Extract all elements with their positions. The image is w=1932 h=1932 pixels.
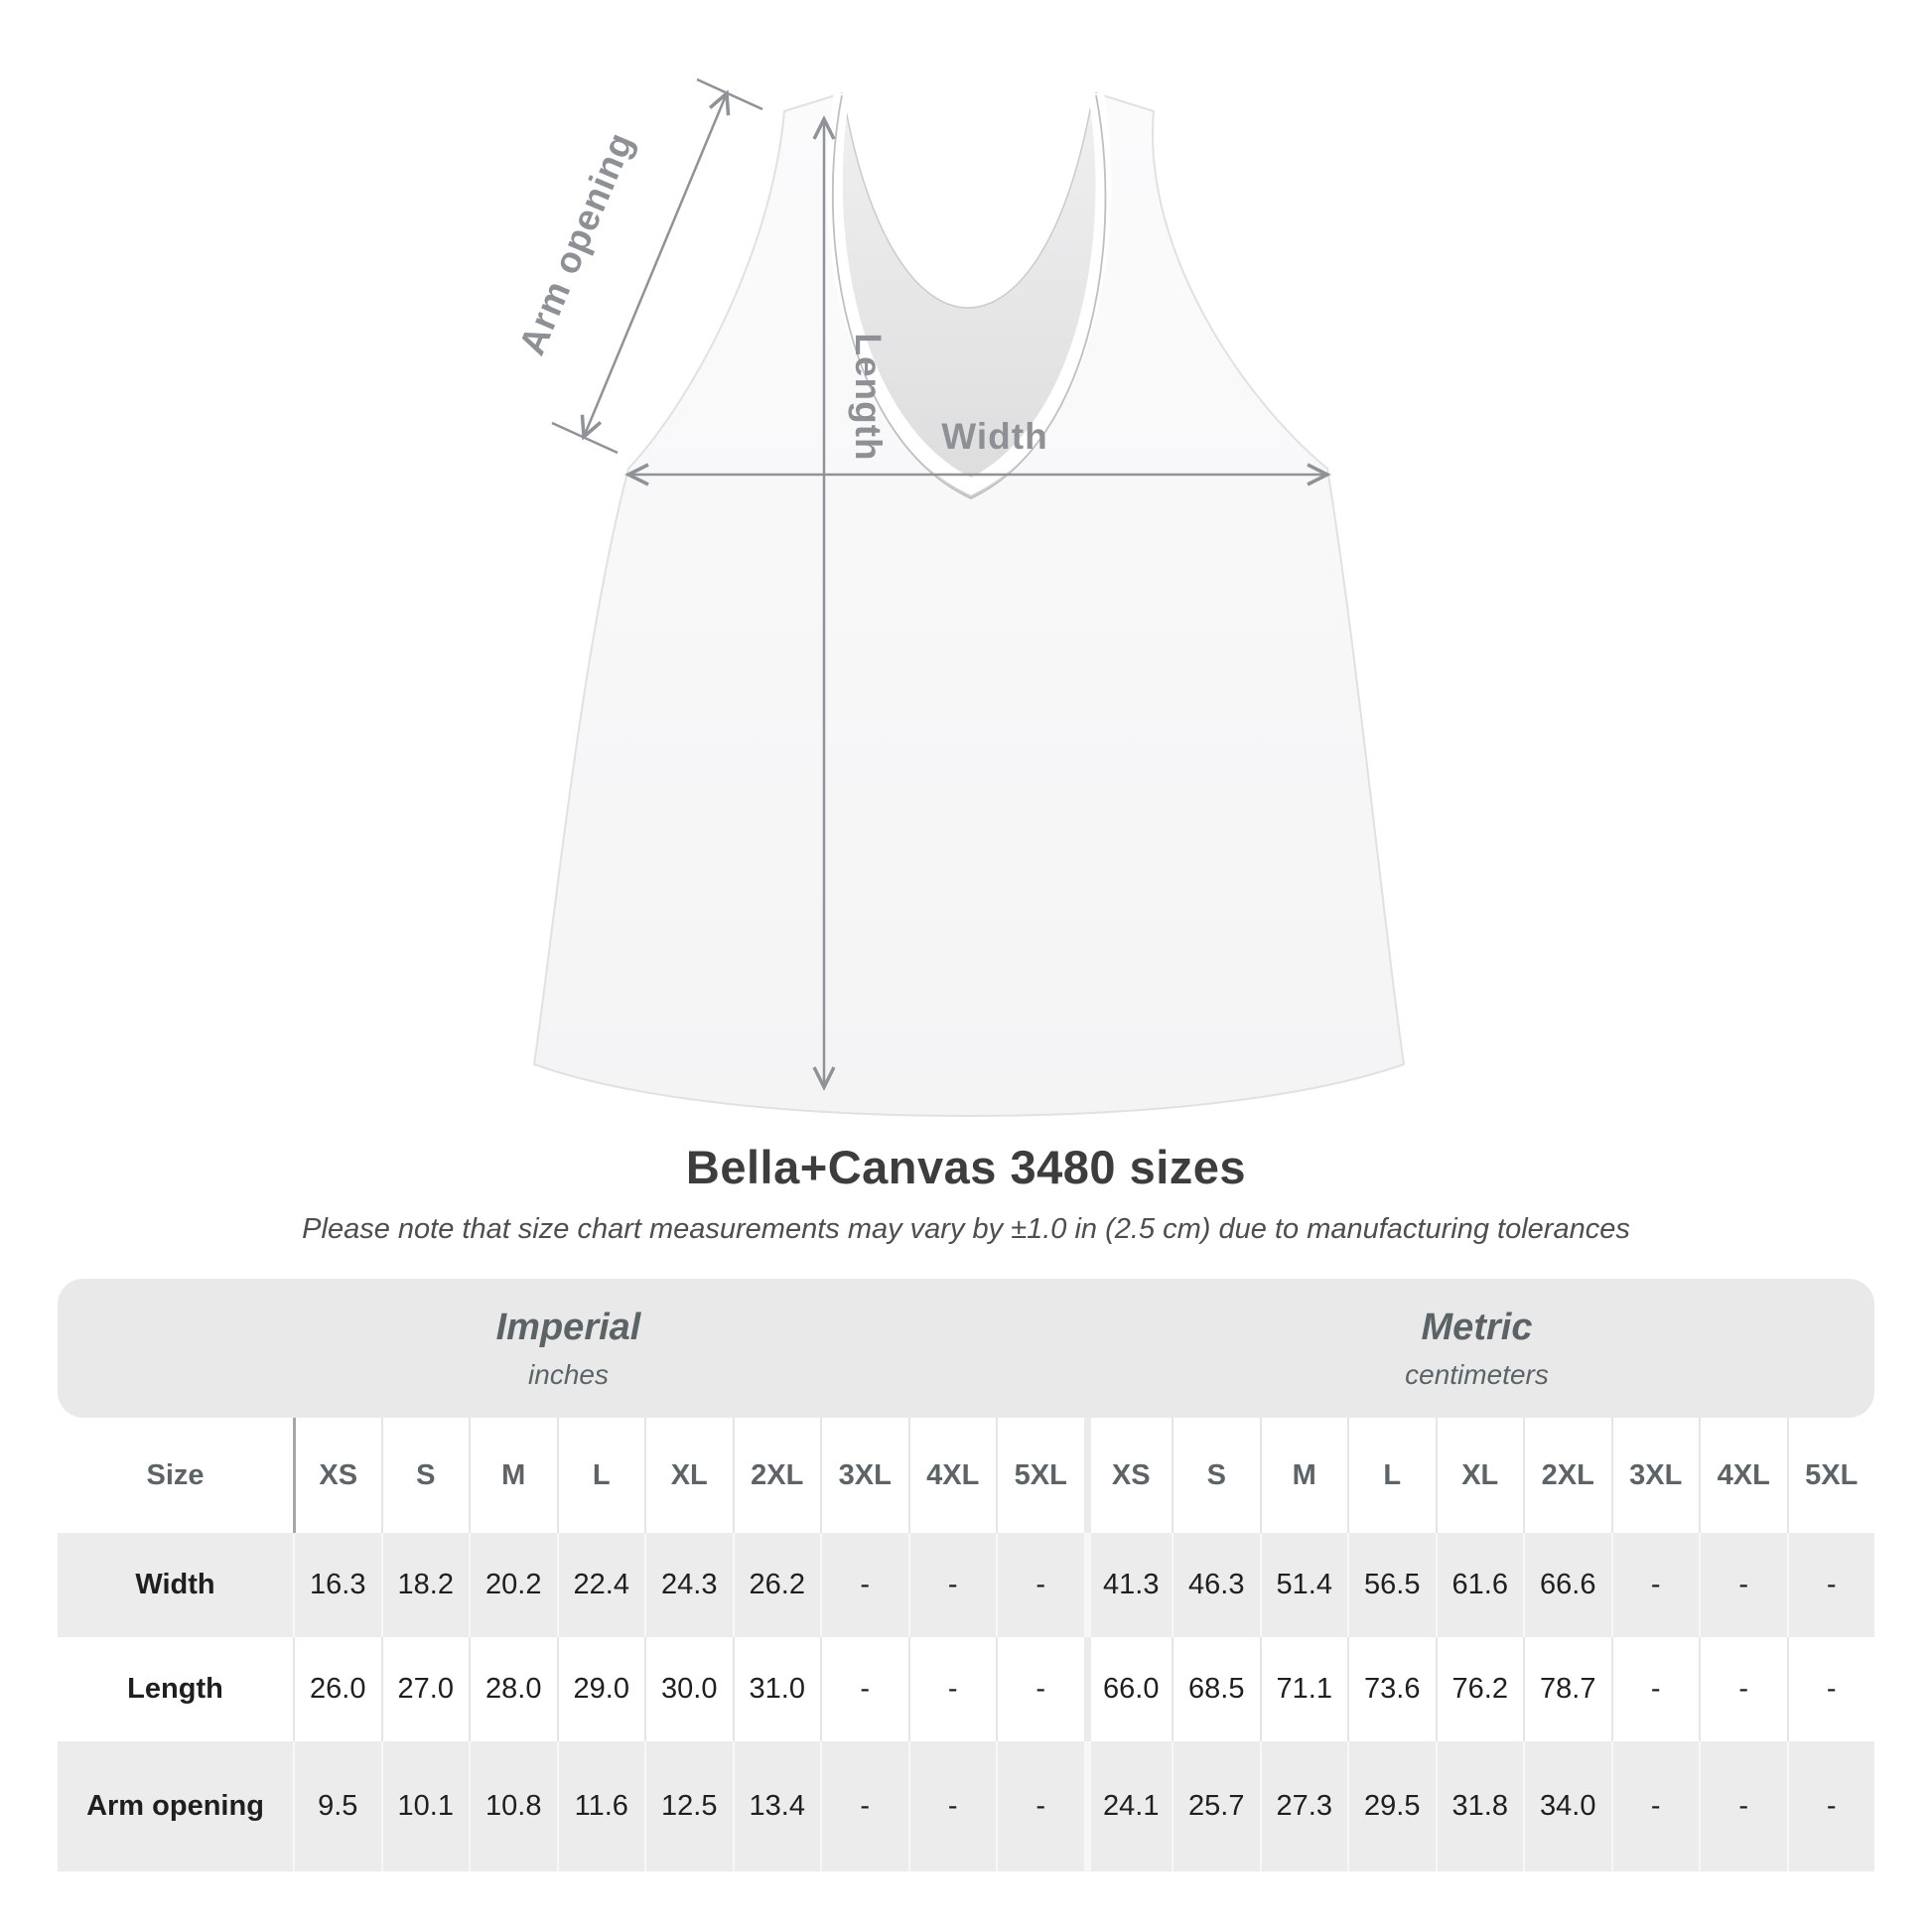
- table-row-length: [58, 1637, 1874, 1741]
- width-label: Width: [941, 416, 1048, 457]
- imperial-value-cell: 24.3: [644, 1533, 733, 1637]
- metric-value-cell: 61.6: [1436, 1533, 1524, 1637]
- imperial-label: Imperial: [495, 1306, 641, 1348]
- metric-value-cell: 76.2: [1436, 1637, 1524, 1741]
- tolerance-note: Please note that size chart measurements may vary by ±1.0 in (2.5 cm) due to manufacturing tolerances: [302, 1213, 1630, 1245]
- metric-value-cell: 66.6: [1523, 1533, 1611, 1637]
- metric-size-header-5xl: 5XL: [1787, 1418, 1875, 1533]
- metric-size-header-xl: XL: [1436, 1418, 1524, 1533]
- size-table: [58, 1279, 1874, 1871]
- imperial-value-cell: 29.0: [557, 1637, 645, 1741]
- imperial-unit-label: inches: [528, 1358, 609, 1390]
- metric-value-cell: 56.5: [1347, 1533, 1436, 1637]
- imperial-size-header-xs: XS: [293, 1418, 381, 1533]
- metric-section-header: [1079, 1279, 1874, 1418]
- imperial-value-cell: 26.0: [293, 1637, 381, 1741]
- row-label: Length: [127, 1673, 223, 1705]
- units-header-band: [58, 1279, 1874, 1418]
- imperial-value-cell: -: [820, 1637, 908, 1741]
- row-label: Arm opening: [58, 1741, 293, 1871]
- length-label: Length: [848, 333, 889, 462]
- imperial-value-cell: -: [908, 1533, 997, 1637]
- metric-value-cell: 29.5: [1347, 1741, 1436, 1871]
- imperial-value-cell: 28.0: [469, 1637, 557, 1741]
- imperial-value-cell: 13.4: [733, 1741, 821, 1871]
- metric-value-cell: 78.7: [1523, 1637, 1611, 1741]
- imperial-size-header-3xl: 3XL: [820, 1418, 908, 1533]
- metric-value-cell: 73.6: [1347, 1637, 1436, 1741]
- page-title: Bella+Canvas 3480 sizes: [685, 1141, 1247, 1193]
- imperial-value-cell: 18.2: [381, 1533, 470, 1637]
- imperial-value-cell: 26.2: [733, 1533, 821, 1637]
- table-row-width: [58, 1533, 1874, 1637]
- imperial-value-cell: -: [820, 1533, 908, 1637]
- imperial-size-header-s: S: [381, 1418, 470, 1533]
- metric-size-header-2xl: 2XL: [1523, 1418, 1611, 1533]
- metric-value-cell: -: [1611, 1533, 1700, 1637]
- metric-unit-label: centimeters: [1405, 1358, 1549, 1390]
- imperial-value-cell: 10.8: [469, 1741, 557, 1871]
- imperial-size-header-2xl: 2XL: [733, 1418, 821, 1533]
- imperial-value-cell: 31.0: [733, 1637, 821, 1741]
- metric-value-cell: -: [1611, 1637, 1700, 1741]
- imperial-size-header-l: L: [557, 1418, 645, 1533]
- metric-label: Metric: [1421, 1306, 1533, 1348]
- imperial-value-cell: 27.0: [381, 1637, 470, 1741]
- imperial-value-cell: -: [996, 1637, 1084, 1741]
- imperial-value-cell: 9.5: [293, 1741, 381, 1871]
- imperial-value-cell: 16.3: [293, 1533, 381, 1637]
- metric-value-cell: -: [1787, 1533, 1875, 1637]
- metric-value-cell: 71.1: [1260, 1637, 1348, 1741]
- metric-value-cell: -: [1699, 1637, 1787, 1741]
- metric-value-cell: 41.3: [1084, 1533, 1173, 1637]
- imperial-size-header-m: M: [469, 1418, 557, 1533]
- imperial-value-cell: -: [996, 1533, 1084, 1637]
- imperial-value-cell: 20.2: [469, 1533, 557, 1637]
- size-column-header-row: [58, 1418, 1874, 1533]
- imperial-size-header-xl: XL: [644, 1418, 733, 1533]
- metric-value-cell: 46.3: [1172, 1533, 1260, 1637]
- imperial-section-header: [58, 1279, 1079, 1418]
- imperial-value-cell: 12.5: [644, 1741, 733, 1871]
- row-label: Width: [135, 1569, 215, 1600]
- metric-size-header-s: S: [1172, 1418, 1260, 1533]
- metric-value-cell: -: [1699, 1533, 1787, 1637]
- metric-value-cell: 51.4: [1260, 1533, 1348, 1637]
- metric-value-cell: -: [1787, 1741, 1875, 1871]
- imperial-size-header-4xl: 4XL: [908, 1418, 997, 1533]
- metric-size-header-xs: XS: [1084, 1418, 1173, 1533]
- metric-size-header-m: M: [1260, 1418, 1348, 1533]
- metric-value-cell: -: [1699, 1741, 1787, 1871]
- measurement-rows: [58, 1533, 1874, 1871]
- metric-size-header-l: L: [1347, 1418, 1436, 1533]
- metric-value-cell: 25.7: [1172, 1741, 1260, 1871]
- metric-size-header-4xl: 4XL: [1699, 1418, 1787, 1533]
- metric-value-cell: 66.0: [1084, 1637, 1173, 1741]
- metric-value-cell: 27.3: [1260, 1741, 1348, 1871]
- imperial-value-cell: -: [996, 1741, 1084, 1871]
- imperial-value-cell: 11.6: [557, 1741, 645, 1871]
- imperial-value-cell: 30.0: [644, 1637, 733, 1741]
- metric-size-header-3xl: 3XL: [1611, 1418, 1700, 1533]
- tank-body: [534, 93, 1404, 1116]
- arm-opening-label: Arm opening: [510, 126, 642, 361]
- imperial-value-cell: 22.4: [557, 1533, 645, 1637]
- metric-value-cell: 24.1: [1084, 1741, 1173, 1871]
- imperial-value-cell: 10.1: [381, 1741, 470, 1871]
- size-header-cell: Size: [146, 1458, 205, 1491]
- imperial-value-cell: -: [908, 1741, 997, 1871]
- imperial-value-cell: -: [908, 1637, 997, 1741]
- metric-value-cell: 68.5: [1172, 1637, 1260, 1741]
- table-row-arm-opening: [58, 1741, 1874, 1871]
- metric-value-cell: 34.0: [1523, 1741, 1611, 1871]
- metric-value-cell: 31.8: [1436, 1741, 1524, 1871]
- imperial-value-cell: -: [820, 1741, 908, 1871]
- metric-value-cell: -: [1787, 1637, 1875, 1741]
- metric-value-cell: -: [1611, 1741, 1700, 1871]
- imperial-size-header-5xl: 5XL: [996, 1418, 1084, 1533]
